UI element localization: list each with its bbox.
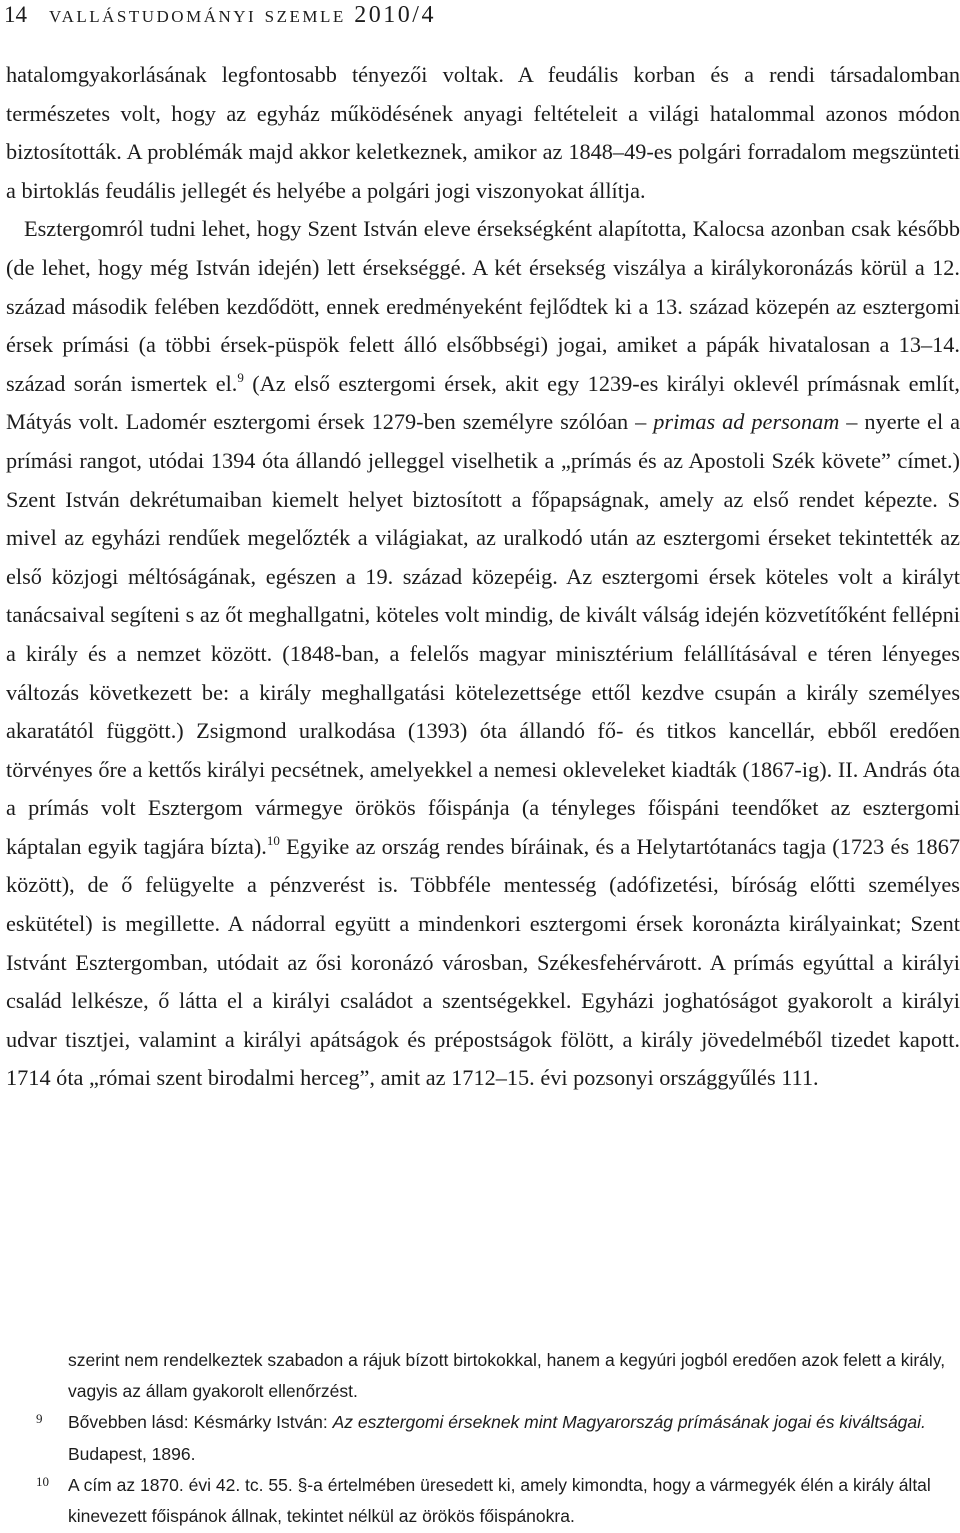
page-number: 14 (4, 2, 27, 27)
footnote-9 (6, 1407, 960, 1469)
footnote-ref-9[interactable]: 9 (237, 369, 244, 385)
footnote-9-book-title: Az esztergomi érseknek mint Magyarország prímásának jogai és kiváltságai. (332, 1412, 926, 1433)
footnote-9-number: 9 (36, 1411, 43, 1427)
footnote-ref-10[interactable]: 10 (266, 832, 280, 848)
footnote-9-text-a: Bővebben lásd: Késmárky István: (68, 1412, 333, 1433)
footnotes (6, 1345, 960, 1532)
footnote-10-number: 10 (36, 1473, 49, 1489)
paragraph-2-part-c: – nyerte el a prímási rangot, utódai 1394 óta állandó jelleggel viselhetik a „prímás és az Apostoli Szék követe” címet.) Szent István dekrétumaiban kiemelt helyet biztosított a főpapságnak, amely az első rendet képezte. S mivel az egyházi rendűek megelőzték a világiakat, az uralkodó után az esztergomi érseket tekintették az első közjogi méltóságának, egészen a 19. század közepéig. Az esztergomi érsek köteles volt a királyt tanácsaival segíteni s az őt meghallgatni, köteles volt mindig, de kivált válság idején közvetítőként fellépni a király és a nemzet között. (1848-ban, a felelős magyar minisztérium felállításával e téren lényeges változás következett be: a király meghallgatási kötelezettsége ettől kezdve csupán a király személyes akaratától függött.) Zsigmond uralkodása (1393) óta állandó fő- és titkos kancellár, ebből eredően törvényes őre a kettős királyi pecsétnek, amelyekkel a nemesi okleveleket kiadták (1867-ig). II. András óta a prímás volt Esztergom vármegye örökös főispánja (a tényleges főispáni teendőket az esztergomi káptalan egyik tagjára bízta). (6, 409, 960, 859)
paragraph-1: hatalomgyakorlásának legfontosabb tényezői voltak. A feudális korban és a rendi társadalomban természetes volt, hogy az egyház működésének anyagi feltételeit a világi hatalommal azonos módon biztosították. A problémák majd akkor keletkeznek, amikor az 1848–49-es polgári forradalom megszünteti a birtoklás feudális jellegét és helyébe a polgári jogi viszonyokat állítja. (6, 62, 960, 203)
paragraph-2-part-b: (Az első esztergomi érsek, akit egy 1239-es királyi oklevél prímásnak említ, Mátyás volt. Ladomér esztergomi érsek 1279-ben személyre szólóan – (6, 370, 960, 435)
running-head (4, 2, 436, 38)
latin-phrase: primas ad personam (653, 409, 840, 435)
footnote-continued-text: szerint nem rendelkeztek szabadon a rájuk bízott birtokokkal, hanem a kegyúri jogból eredően azok felett a király, vagyis az állam gyakorolt ellenőrzést. (68, 1350, 946, 1402)
paragraph-2-part-a: Esztergomról tudni lehet, hogy Szent István eleve érsekségként alapította, Kalocsa azonban csak később (de lehet, hogy még István idején) lett érsekséggé. A két érsekség viszálya a királykoronázás körül a 12. század második felében kezdődött, ennek eredményeként fejlődtek ki a 13. század közepén az esztergomi érsek prímási (a többi érsek-püspök felett álló elsőbbségi) jogai, amiket a pápák hivatalosan a 13–14. század során ismertek el. (6, 216, 960, 396)
footnote-continued (6, 1345, 960, 1407)
paragraph-2 (6, 210, 960, 1098)
footnote-10-text: A cím az 1870. évi 42. tc. 55. §-a értelmében üresedett ki, amely kimondta, hogy a vármegyék élén a király által kinevezett főispánok állnak, tekintet nélkül az örökös főispánokra. (68, 1474, 931, 1527)
paragraph-2-part-d: Egyike az ország rendes bíráinak, és a Helytartótanács tagja (1723 és 1867 között), de ő felügyelte a pénzverést is. Többféle mentesség (adófizetési, bíróság előtti személyes eskütétel) is megillette. A nádorral együtt a mindenkori esztergomi érsek koronázta királyainkat; Szent Istvánt Esztergomban, utódait az ősi koronázó városban, Székesfehérvárott. A prímás egyúttal a királyi család lelkésze, ő látta el a királyi családot a szentségekkel. Egyházi joghatóságot gyakorolt a királyi udvar tisztjei, valamint a királyi apátságok és prépostságok fölött, a király jövedelméből tizedet kapott. 1714 óta „római szent birodalmi herceg”, amit az 1712–15. évi pozsonyi országgyűlés 111. (6, 833, 960, 1091)
journal-title: vallástudományi szemle 2010/4 (49, 2, 436, 28)
footnote-10 (6, 1470, 960, 1532)
footnote-9-text-b: Budapest, 1896. (68, 1443, 196, 1464)
main-text (6, 56, 960, 1098)
